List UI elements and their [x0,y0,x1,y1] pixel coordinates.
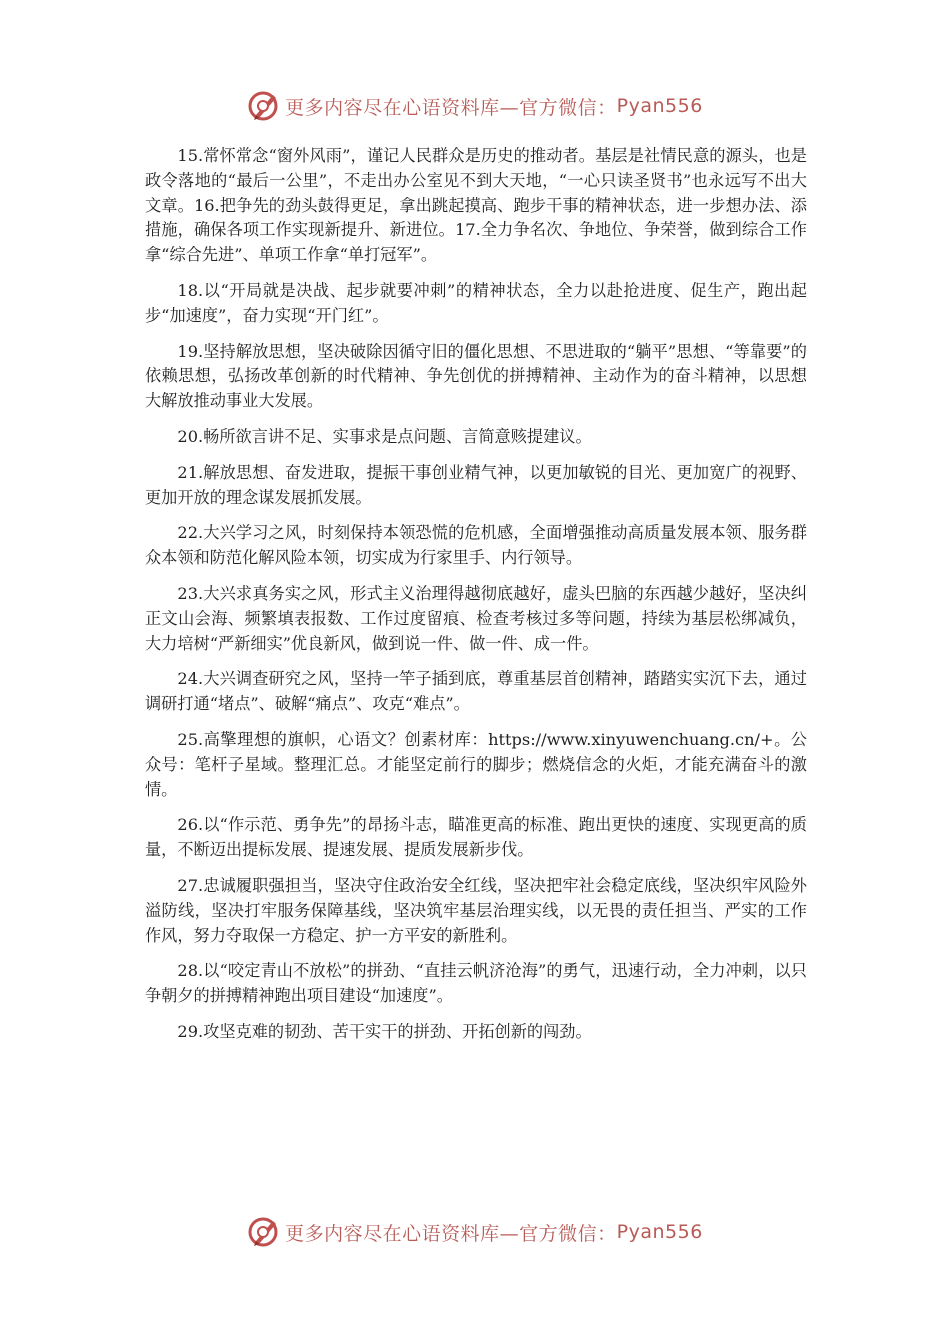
paragraph-26: 26.以“作示范、勇争先”的昂扬斗志，瞄准更高的标准、跑出更快的速度、实现更高的质量，不断迈出提标发展、提速发展、提质发展新步伐。 [145,815,807,860]
paragraph-28: 28.以“咬定青山不放松”的拼劲、“直挂云帆济沧海”的勇气，迅速行动，全力冲刺，以只争朝夕的拼搏精神跑出项目建设“加速度”。 [145,961,807,1006]
paragraph-24: 24.大兴调查研究之风，坚持一竿子插到底，尊重基层首创精神，踏踏实实沉下去，通过调研打通“堵点”、破解“痛点”、攻克“难点”。 [145,669,807,714]
paragraph-21: 21.解放思想、奋发进取，提振干事创业精气神，以更加敏锐的目光、更加宽广的视野、更加开放的理念谋发展抓发展。 [145,462,807,507]
paragraph-18: 18.以“开局就是决战、起步就要冲刺”的精神状态，全力以赴抢进度、促生产，跑出起步“加速度”，奋力实现“开门红”。 [145,280,807,325]
header-watermark [0,86,950,126]
paragraph-15-17: 15.常怀常念“窗外风雨”，谨记人民群众是历史的推动者。基层是社情民意的源头，也是政令落地的“最后一公里”，不走出办公室见不到大天地，“一心只读圣贤书”也永远写不出大文章。16.把争先的劲头鼓得更足，拿出跳起摸高、跑步干事的精神状态，进一步想办法、添措施，确保各项工作实现新提升、新进位。17.全力争名次、争地位、争荣誉，做到综合工作拿“综合先进”、单项工作拿“单打冠军”。 [145,146,807,265]
paragraph-22: 22.大兴学习之风，时刻保持本领恐慌的危机感，全面增强推动高质量发展本领、服务群众本领和防范化解风险本领，切实成为行家里手、内行领导。 [145,523,807,568]
paragraph-19: 19.坚持解放思想，坚决破除因循守旧的僵化思想、不思进取的“躺平”思想、“等靠要”的依赖思想，弘扬改革创新的时代精神、争先创优的拼搏精神、主动作为的奋斗精神，以思想大解放推动事业大发展。 [145,341,807,411]
watermark-text: 更多内容尽在心语资料库—官方微信： [285,1222,617,1245]
watermark-wechat-id: Pyan556 [616,95,703,117]
watermark-wechat-id: Pyan556 [616,1221,703,1243]
pen-logo-icon [247,1215,281,1249]
paragraph-27: 27.忠诚履职强担当，坚决守住政治安全红线，坚决把牢社会稳定底线，坚决织牢风险外溢防线，坚决打牢服务保障基线，坚决筑牢基层治理实线，以无畏的责任担当、严实的工作作风，努力夺取保一方稳定、护一方平安的新胜利。 [145,875,807,945]
paragraph-29: 29.攻坚克难的韧劲、苦干实干的拼劲、开拓创新的闯劲。 [177,1021,592,1041]
paragraph-25: 25.高擎理想的旗帜，心语文？创素材库：https://www.xinyuwenchuang.cn/+。公众号：笔杆子星域。整理汇总。才能坚定前行的脚步；燃烧信念的火炬，才能充满奋斗的激情。 [145,729,807,799]
document-body [145,144,807,1056]
footer-watermark [0,1212,950,1252]
paragraph-20: 20.畅所欲言讲不足、实事求是点问题、言简意赅提建议。 [177,426,592,446]
watermark-text: 更多内容尽在心语资料库—官方微信： [285,96,617,119]
pen-logo-icon [247,89,281,123]
paragraph-23: 23.大兴求真务实之风，形式主义治理得越彻底越好，虚头巴脑的东西越少越好，坚决纠正文山会海、频繁填表报数、工作过度留痕、检查考核过多等问题，持续为基层松绑减负，大力培树“严新细实”优良新风，做到说一件、做一件、成一件。 [145,583,807,653]
